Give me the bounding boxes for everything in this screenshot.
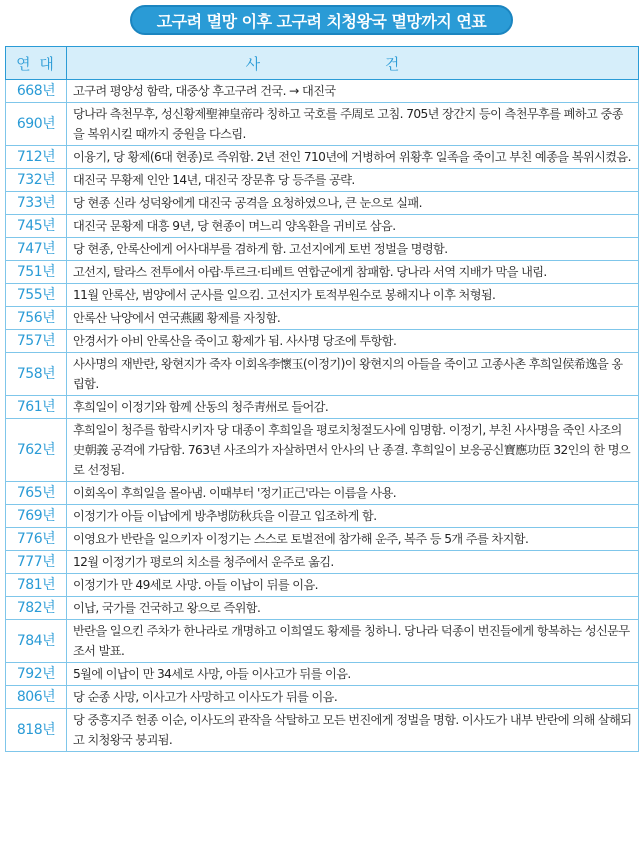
event-cell: 당 현종 신라 성덕왕에게 대진국 공격을 요청하였으나, 큰 눈으로 실패. — [67, 192, 639, 215]
event-cell: 당나라 측천무후, 성신황제聖神皇帝라 칭하고 국호를 주周로 고침. 705년 장간지 등이 측천무후를 폐하고 중종을 복위시킬 때까지 중원을 다스림. — [67, 103, 639, 146]
event-cell: 후희일이 이정기와 함께 산동의 청주靑州로 들어감. — [67, 396, 639, 419]
year-cell: 818년 — [6, 709, 67, 752]
table-row — [6, 146, 639, 169]
event-cell: 대진국 문황제 대흥 9년, 당 현종이 며느리 양옥환을 귀비로 삼음. — [67, 215, 639, 238]
event-cell: 당 중흥지주 헌종 이순, 이사도의 관작을 삭탈하고 모든 번진에게 정벌을 명함. 이사도가 내부 반란에 의해 살해되고 치청왕국 붕괴됨. — [67, 709, 639, 752]
year-cell: 712년 — [6, 146, 67, 169]
year-cell: 792년 — [6, 663, 67, 686]
year-cell: 755년 — [6, 284, 67, 307]
year-cell: 690년 — [6, 103, 67, 146]
year-cell: 757년 — [6, 330, 67, 353]
year-cell: 782년 — [6, 597, 67, 620]
event-cell: 이납, 국가를 건국하고 왕으로 즉위함. — [67, 597, 639, 620]
year-cell: 747년 — [6, 238, 67, 261]
year-cell: 769년 — [6, 505, 67, 528]
table-row — [6, 238, 639, 261]
table-row — [6, 505, 639, 528]
table-row — [6, 330, 639, 353]
table-row — [6, 103, 639, 146]
page-title: 고구려 멸망 이후 고구려 치청왕국 멸망까지 연표 — [130, 5, 513, 35]
year-cell: 762년 — [6, 419, 67, 482]
table-row — [6, 528, 639, 551]
table-row — [6, 80, 639, 103]
table-row — [6, 307, 639, 330]
event-cell: 고구려 평양성 함락, 대중상 후고구려 건국. → 대진국 — [67, 80, 639, 103]
table-body — [6, 80, 639, 752]
event-cell: 이정기가 아들 이납에게 방추병防秋兵을 이끌고 입조하게 함. — [67, 505, 639, 528]
year-cell: 761년 — [6, 396, 67, 419]
table-row — [6, 261, 639, 284]
table-header — [6, 47, 639, 80]
event-cell: 당 현종, 안록산에게 어사대부를 겸하게 함. 고선지에게 토번 정벌을 명령함. — [67, 238, 639, 261]
year-cell: 745년 — [6, 215, 67, 238]
year-cell: 751년 — [6, 261, 67, 284]
table-row — [6, 663, 639, 686]
year-cell: 776년 — [6, 528, 67, 551]
table-row — [6, 574, 639, 597]
year-cell: 732년 — [6, 169, 67, 192]
year-cell: 784년 — [6, 620, 67, 663]
table-row — [6, 620, 639, 663]
event-cell: 대진국 무황제 인안 14년, 대진국 장문휴 당 등주를 공략. — [67, 169, 639, 192]
event-cell: 이영요가 반란을 일으키자 이정기는 스스로 토벌전에 참가해 운주, 복주 등 5개 주를 차지함. — [67, 528, 639, 551]
header-row — [6, 47, 639, 80]
event-cell: 당 순종 사망, 이사고가 사망하고 이사도가 뒤를 이음. — [67, 686, 639, 709]
table-row — [6, 482, 639, 505]
event-cell: 안록산 낙양에서 연국燕國 황제를 자칭함. — [67, 307, 639, 330]
event-cell: 11월 안록산, 범양에서 군사를 일으킴. 고선지가 토적부원수로 봉해지나 이후 처형됨. — [67, 284, 639, 307]
year-cell: 756년 — [6, 307, 67, 330]
event-cell: 고선지, 탈라스 전투에서 아랍·투르크·티베트 연합군에게 참패함. 당나라 서역 지배가 막을 내림. — [67, 261, 639, 284]
event-cell: 반란을 일으킨 주차가 한나라로 개명하고 이희열도 황제를 칭하니. 당나라 덕종이 번진들에게 항복하는 성신문무 조서 발표. — [67, 620, 639, 663]
year-cell: 758년 — [6, 353, 67, 396]
event-cell: 사사명의 재반란, 왕현지가 죽자 이회옥李懷玉(이정기)이 왕현지의 아들을 죽이고 고종사촌 후희일侯希逸을 옹립함. — [67, 353, 639, 396]
event-cell: 이정기가 만 49세로 사망. 아들 이납이 뒤를 이음. — [67, 574, 639, 597]
year-cell: 668년 — [6, 80, 67, 103]
year-cell: 733년 — [6, 192, 67, 215]
year-column-header: 연 대 — [6, 47, 67, 80]
event-cell: 후희일이 청주를 함락시키자 당 대종이 후희일을 평로치청절도사에 임명함. 이정기, 부친 사사명을 죽인 사조의史朝義 공격에 가담함. 763년 사조의가 자살하면서 안사의 난 종결. 후희일이 보응공신寶應功臣 32인의 한 명으로 선정됨. — [67, 419, 639, 482]
table-row — [6, 215, 639, 238]
table-row — [6, 551, 639, 574]
table-row — [6, 284, 639, 307]
event-cell: 이회옥이 후희일을 몰아냄. 이때부터 '정기正己'라는 이름을 사용. — [67, 482, 639, 505]
event-cell: 안경서가 아비 안록산을 죽이고 황제가 됨. 사사명 당조에 투항함. — [67, 330, 639, 353]
table-row — [6, 686, 639, 709]
table-row — [6, 396, 639, 419]
table-row — [6, 419, 639, 482]
table-row — [6, 192, 639, 215]
year-cell: 765년 — [6, 482, 67, 505]
table-row — [6, 709, 639, 752]
title-area — [0, 0, 643, 40]
event-cell: 12월 이정기가 평로의 치소를 청주에서 운주로 옮김. — [67, 551, 639, 574]
table-row — [6, 597, 639, 620]
year-cell: 781년 — [6, 574, 67, 597]
event-column-header: 사 건 — [67, 47, 639, 80]
table-row — [6, 169, 639, 192]
event-cell: 이융기, 당 황제(6대 현종)로 즉위함. 2년 전인 710년에 거병하여 위황후 일족을 죽이고 부친 예종을 복위시켰음. — [67, 146, 639, 169]
table-row — [6, 353, 639, 396]
year-cell: 777년 — [6, 551, 67, 574]
event-cell: 5월에 이납이 만 34세로 사망, 아들 이사고가 뒤를 이음. — [67, 663, 639, 686]
year-cell: 806년 — [6, 686, 67, 709]
chronology-table — [5, 46, 639, 752]
